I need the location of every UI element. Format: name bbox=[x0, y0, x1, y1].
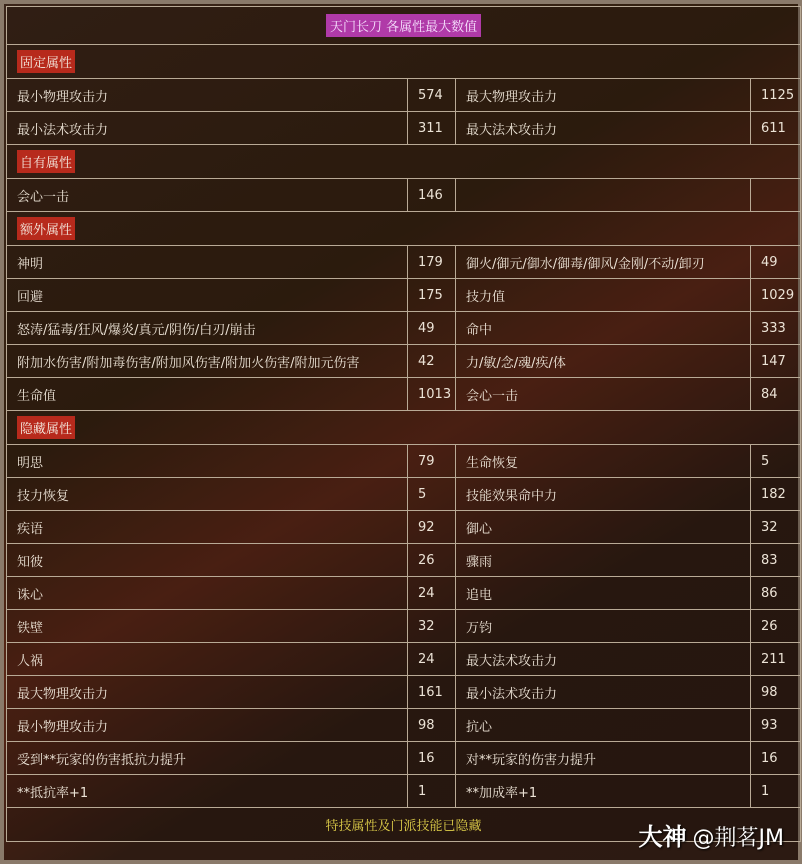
attribute-value: 182 bbox=[751, 478, 801, 511]
attribute-value: 24 bbox=[408, 577, 456, 610]
attribute-value: 574 bbox=[408, 79, 456, 112]
attribute-value: 147 bbox=[751, 345, 801, 378]
table-row bbox=[7, 478, 801, 511]
table-row bbox=[7, 742, 801, 775]
attribute-value: 161 bbox=[408, 676, 456, 709]
attribute-name: 会心一击 bbox=[456, 378, 751, 411]
attribute-name: 对**玩家的伤害力提升 bbox=[456, 742, 751, 775]
attribute-value: 49 bbox=[751, 246, 801, 279]
attribute-name: 力/敏/念/魂/疾/体 bbox=[456, 345, 751, 378]
attribute-value: 1 bbox=[751, 775, 801, 808]
attribute-value: 1029 bbox=[751, 279, 801, 312]
table-row bbox=[7, 709, 801, 742]
attribute-name: 最小法术攻击力 bbox=[456, 676, 751, 709]
attribute-value: 98 bbox=[751, 676, 801, 709]
section-header-hidden bbox=[7, 411, 801, 445]
table-row bbox=[7, 179, 801, 212]
attribute-name: 附加水伤害/附加毒伤害/附加风伤害/附加火伤害/附加元伤害 bbox=[7, 345, 408, 378]
attribute-value: 26 bbox=[751, 610, 801, 643]
table-row bbox=[7, 445, 801, 478]
section-label: 额外属性 bbox=[17, 217, 75, 240]
table-row bbox=[7, 544, 801, 577]
attribute-value: 32 bbox=[751, 511, 801, 544]
attribute-name: 万钧 bbox=[456, 610, 751, 643]
attribute-value: 311 bbox=[408, 112, 456, 145]
attribute-value: 211 bbox=[751, 643, 801, 676]
table-row bbox=[7, 312, 801, 345]
table-title: 天门长刀 各属性最大数值 bbox=[326, 14, 481, 37]
attribute-value: 146 bbox=[408, 179, 456, 212]
table-row bbox=[7, 775, 801, 808]
table-row bbox=[7, 577, 801, 610]
attribute-value: 5 bbox=[408, 478, 456, 511]
table-row bbox=[7, 610, 801, 643]
attribute-value: 26 bbox=[408, 544, 456, 577]
attribute-value: 83 bbox=[751, 544, 801, 577]
attribute-name: 追电 bbox=[456, 577, 751, 610]
attribute-value: 93 bbox=[751, 709, 801, 742]
section-label: 自有属性 bbox=[17, 150, 75, 173]
watermark-brand: 大神 bbox=[638, 823, 687, 851]
table-row bbox=[7, 112, 801, 145]
attribute-name: 技力值 bbox=[456, 279, 751, 312]
section-label: 隐藏属性 bbox=[17, 416, 75, 439]
attribute-name: 最大物理攻击力 bbox=[7, 676, 408, 709]
attribute-name: 会心一击 bbox=[7, 179, 408, 212]
attribute-value: 32 bbox=[408, 610, 456, 643]
attribute-name: 最小物理攻击力 bbox=[7, 709, 408, 742]
attribute-name: 知彼 bbox=[7, 544, 408, 577]
attribute-name: 诛心 bbox=[7, 577, 408, 610]
footer-note: 特技属性及门派技能已隐藏 bbox=[7, 808, 801, 842]
attribute-name: 受到**玩家的伤害抵抗力提升 bbox=[7, 742, 408, 775]
attribute-name: 生命恢复 bbox=[456, 445, 751, 478]
attribute-name: 技能效果命中力 bbox=[456, 478, 751, 511]
attribute-value: 84 bbox=[751, 378, 801, 411]
attribute-name: 最小物理攻击力 bbox=[7, 79, 408, 112]
attribute-name: 明思 bbox=[7, 445, 408, 478]
attribute-name: 人祸 bbox=[7, 643, 408, 676]
attribute-value: 42 bbox=[408, 345, 456, 378]
attribute-name: 御心 bbox=[456, 511, 751, 544]
attribute-name: 命中 bbox=[456, 312, 751, 345]
attribute-name: 回避 bbox=[7, 279, 408, 312]
attribute-name: 抗心 bbox=[456, 709, 751, 742]
section-header-extra bbox=[7, 212, 801, 246]
attribute-value: 49 bbox=[408, 312, 456, 345]
table-row bbox=[7, 643, 801, 676]
attribute-name: 御火/御元/御水/御毒/御风/金刚/不动/卸刃 bbox=[456, 246, 751, 279]
attribute-table bbox=[6, 6, 801, 842]
attribute-value: 179 bbox=[408, 246, 456, 279]
table-row bbox=[7, 279, 801, 312]
title-row bbox=[7, 7, 801, 45]
attribute-name: **加成率+1 bbox=[456, 775, 751, 808]
attribute-name: 最大法术攻击力 bbox=[456, 112, 751, 145]
attribute-value: 79 bbox=[408, 445, 456, 478]
attribute-value: 98 bbox=[408, 709, 456, 742]
attribute-value: 1 bbox=[408, 775, 456, 808]
table-row bbox=[7, 345, 801, 378]
table-row bbox=[7, 378, 801, 411]
attribute-name: **抵抗率+1 bbox=[7, 775, 408, 808]
attribute-value: 5 bbox=[751, 445, 801, 478]
attribute-value: 92 bbox=[408, 511, 456, 544]
attribute-name: 神明 bbox=[7, 246, 408, 279]
section-header-fixed bbox=[7, 45, 801, 79]
attribute-name: 技力恢复 bbox=[7, 478, 408, 511]
attribute-value: 333 bbox=[751, 312, 801, 345]
table-row bbox=[7, 511, 801, 544]
attribute-value: 1013 bbox=[408, 378, 456, 411]
table-row bbox=[7, 246, 801, 279]
attribute-value bbox=[751, 179, 801, 212]
attribute-value: 16 bbox=[408, 742, 456, 775]
attribute-name: 铁壁 bbox=[7, 610, 408, 643]
attribute-name: 生命值 bbox=[7, 378, 408, 411]
attribute-value: 24 bbox=[408, 643, 456, 676]
section-header-own bbox=[7, 145, 801, 179]
section-label: 固定属性 bbox=[17, 50, 75, 73]
attribute-name: 最大物理攻击力 bbox=[456, 79, 751, 112]
table-row bbox=[7, 676, 801, 709]
attribute-name: 骤雨 bbox=[456, 544, 751, 577]
watermark-handle: @荆茗JM bbox=[692, 826, 784, 851]
attribute-name bbox=[456, 179, 751, 212]
attribute-value: 86 bbox=[751, 577, 801, 610]
attribute-value: 1125 bbox=[751, 79, 801, 112]
watermark bbox=[639, 817, 784, 852]
attribute-value: 175 bbox=[408, 279, 456, 312]
attribute-name: 怒涛/猛毒/狂风/爆炎/真元/阴伤/白刃/崩击 bbox=[7, 312, 408, 345]
attribute-value: 16 bbox=[751, 742, 801, 775]
attribute-name: 最小法术攻击力 bbox=[7, 112, 408, 145]
attribute-name: 疾语 bbox=[7, 511, 408, 544]
attribute-name: 最大法术攻击力 bbox=[456, 643, 751, 676]
attribute-value: 611 bbox=[751, 112, 801, 145]
table-row bbox=[7, 79, 801, 112]
